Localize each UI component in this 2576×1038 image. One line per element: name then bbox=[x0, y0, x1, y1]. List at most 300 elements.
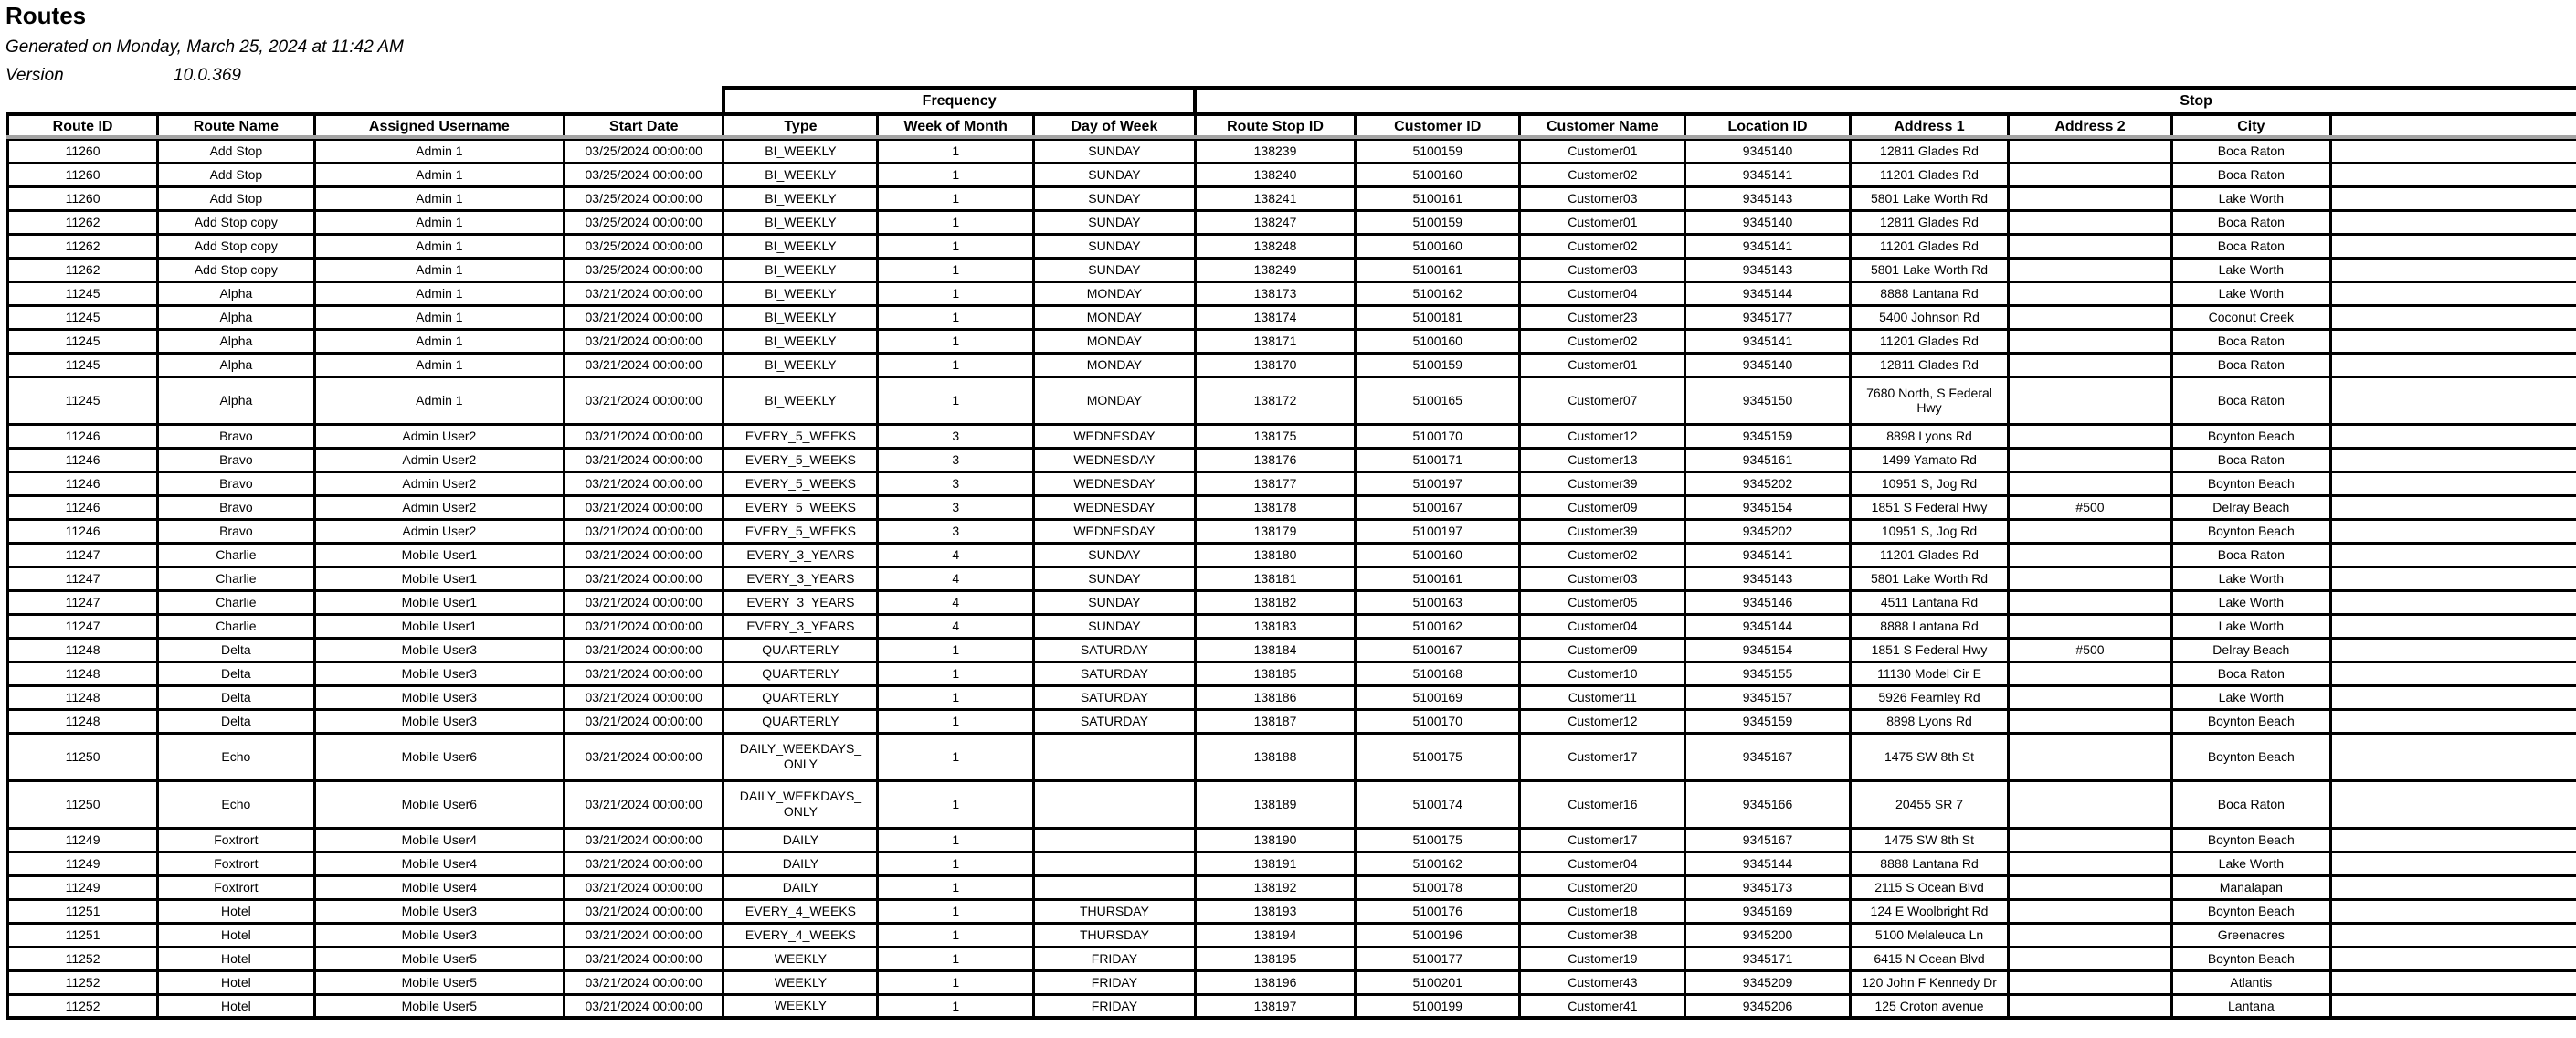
table-cell: Boynton Beach bbox=[2171, 471, 2331, 495]
table-cell: WEDNESDAY bbox=[1034, 471, 1196, 495]
table-cell: 11262 bbox=[8, 234, 158, 258]
table-cell: Admin User2 bbox=[314, 471, 564, 495]
table-cell: 9345202 bbox=[1685, 471, 1850, 495]
table-cell: Mobile User5 bbox=[314, 947, 564, 970]
table-cell: 11201 Glades Rd bbox=[1850, 163, 2009, 186]
table-cell: FRIDAY bbox=[1034, 947, 1196, 970]
table-cell: 11246 bbox=[8, 495, 158, 519]
table-cell bbox=[2009, 329, 2171, 353]
table-cell: 5100196 bbox=[1356, 923, 1520, 947]
table-row bbox=[8, 899, 2576, 923]
table-cell: 03/21/2024 00:00:00 bbox=[565, 875, 723, 899]
table-cell: 4511 Lantana Rd bbox=[1850, 590, 2009, 614]
table-cell: 5100178 bbox=[1356, 875, 1520, 899]
table-cell: BI_WEEKLY bbox=[723, 258, 878, 281]
table-cell: WEEKLY bbox=[723, 970, 878, 994]
table-cell: 1 bbox=[878, 828, 1034, 852]
table-cell: 138180 bbox=[1195, 543, 1355, 567]
table-cell: FRIDAY bbox=[1034, 994, 1196, 1018]
table-cell: 138170 bbox=[1195, 353, 1355, 376]
table-cell: BI_WEEKLY bbox=[723, 329, 878, 353]
table-cell: Lake Worth bbox=[2171, 281, 2331, 305]
table-cell: 4 bbox=[878, 543, 1034, 567]
table-cell: Foxtrort bbox=[158, 875, 314, 899]
table-cell: SUNDAY bbox=[1034, 210, 1196, 234]
table-cell: SUNDAY bbox=[1034, 590, 1196, 614]
table-cell bbox=[2331, 139, 2576, 163]
table-cell: 5100167 bbox=[1356, 638, 1520, 662]
table-cell: EVERY_5_WEEKS bbox=[723, 424, 878, 448]
table-cell bbox=[2331, 329, 2576, 353]
table-cell bbox=[2331, 186, 2576, 210]
table-cell: Coconut Creek bbox=[2171, 305, 2331, 329]
table-cell: Mobile User5 bbox=[314, 970, 564, 994]
table-cell bbox=[2009, 947, 2171, 970]
table-cell: 11250 bbox=[8, 733, 158, 780]
table-cell: 03/21/2024 00:00:00 bbox=[565, 733, 723, 780]
table-cell: 138196 bbox=[1195, 970, 1355, 994]
table-cell: Echo bbox=[158, 733, 314, 780]
table-cell bbox=[2331, 614, 2576, 638]
column-header-address-2: Address 2 bbox=[2009, 114, 2171, 139]
table-cell bbox=[2009, 567, 2171, 590]
table-cell: EVERY_5_WEEKS bbox=[723, 448, 878, 471]
table-cell bbox=[2009, 376, 2171, 424]
table-cell bbox=[2009, 614, 2171, 638]
table-row bbox=[8, 186, 2576, 210]
table-cell: Customer18 bbox=[1520, 899, 1685, 923]
table-cell: Mobile User4 bbox=[314, 875, 564, 899]
table-cell: 11252 bbox=[8, 970, 158, 994]
table-cell: SATURDAY bbox=[1034, 662, 1196, 685]
table-cell: Customer12 bbox=[1520, 424, 1685, 448]
table-cell: 138241 bbox=[1195, 186, 1355, 210]
table-cell: 9345154 bbox=[1685, 495, 1850, 519]
table-cell: 138248 bbox=[1195, 234, 1355, 258]
table-cell: Hotel bbox=[158, 994, 314, 1018]
table-cell: BI_WEEKLY bbox=[723, 353, 878, 376]
table-cell: Customer02 bbox=[1520, 329, 1685, 353]
table-cell: Alpha bbox=[158, 329, 314, 353]
table-cell: Admin User2 bbox=[314, 495, 564, 519]
table-cell: Customer04 bbox=[1520, 852, 1685, 875]
table-cell: Customer38 bbox=[1520, 923, 1685, 947]
table-cell: Mobile User1 bbox=[314, 590, 564, 614]
table-cell bbox=[2331, 305, 2576, 329]
table-cell: 03/21/2024 00:00:00 bbox=[565, 994, 723, 1018]
column-header-customer-name: Customer Name bbox=[1520, 114, 1685, 139]
table-cell: 5100181 bbox=[1356, 305, 1520, 329]
table-cell bbox=[2331, 828, 2576, 852]
table-cell: 11260 bbox=[8, 163, 158, 186]
table-cell: Add Stop copy bbox=[158, 258, 314, 281]
table-row bbox=[8, 163, 2576, 186]
table-cell: BI_WEEKLY bbox=[723, 234, 878, 258]
table-cell: Bravo bbox=[158, 448, 314, 471]
table-cell: Admin User2 bbox=[314, 519, 564, 543]
table-cell: 5100177 bbox=[1356, 947, 1520, 970]
table-cell bbox=[2009, 258, 2171, 281]
table-cell: 11249 bbox=[8, 852, 158, 875]
table-row bbox=[8, 875, 2576, 899]
table-row bbox=[8, 448, 2576, 471]
table-cell: 5100160 bbox=[1356, 234, 1520, 258]
table-cell: 1475 SW 8th St bbox=[1850, 733, 2009, 780]
table-cell bbox=[2331, 258, 2576, 281]
table-cell: 03/25/2024 00:00:00 bbox=[565, 234, 723, 258]
table-cell: 9345166 bbox=[1685, 780, 1850, 828]
table-cell: 1 bbox=[878, 947, 1034, 970]
table-cell: 1 bbox=[878, 923, 1034, 947]
table-cell: Alpha bbox=[158, 281, 314, 305]
table-cell: Boca Raton bbox=[2171, 543, 2331, 567]
table-cell: 5100161 bbox=[1356, 186, 1520, 210]
table-cell: 5100168 bbox=[1356, 662, 1520, 685]
table-cell: Customer39 bbox=[1520, 519, 1685, 543]
table-cell: 5100175 bbox=[1356, 828, 1520, 852]
table-cell: 1 bbox=[878, 994, 1034, 1018]
table-cell: DAILY_WEEKDAYS_ONLY bbox=[723, 780, 878, 828]
table-cell: 9345173 bbox=[1685, 875, 1850, 899]
table-cell: Hotel bbox=[158, 947, 314, 970]
table-cell bbox=[2009, 353, 2171, 376]
table-cell bbox=[2331, 662, 2576, 685]
table-cell: 11201 Glades Rd bbox=[1850, 543, 2009, 567]
table-cell: Lake Worth bbox=[2171, 186, 2331, 210]
table-cell: 5100161 bbox=[1356, 567, 1520, 590]
table-cell: 9345141 bbox=[1685, 163, 1850, 186]
table-cell: Boca Raton bbox=[2171, 210, 2331, 234]
table-cell: 5100160 bbox=[1356, 163, 1520, 186]
table-cell: 9345140 bbox=[1685, 139, 1850, 163]
table-cell: Boynton Beach bbox=[2171, 828, 2331, 852]
table-cell: 3 bbox=[878, 424, 1034, 448]
table-cell: 03/21/2024 00:00:00 bbox=[565, 519, 723, 543]
table-cell: Customer04 bbox=[1520, 281, 1685, 305]
table-cell: 11245 bbox=[8, 353, 158, 376]
table-cell bbox=[2331, 281, 2576, 305]
table-cell: 5100161 bbox=[1356, 258, 1520, 281]
table-cell bbox=[2331, 471, 2576, 495]
table-cell bbox=[2009, 590, 2171, 614]
table-cell bbox=[2331, 210, 2576, 234]
table-cell: Greenacres bbox=[2171, 923, 2331, 947]
table-cell: 11249 bbox=[8, 828, 158, 852]
table-cell: Admin 1 bbox=[314, 234, 564, 258]
table-cell: 12811 Glades Rd bbox=[1850, 210, 2009, 234]
table-cell: 4 bbox=[878, 614, 1034, 638]
table-cell: 138177 bbox=[1195, 471, 1355, 495]
table-cell: 138187 bbox=[1195, 709, 1355, 733]
table-row bbox=[8, 733, 2576, 780]
table-cell bbox=[2331, 733, 2576, 780]
table-cell bbox=[2331, 852, 2576, 875]
table-cell: Bravo bbox=[158, 471, 314, 495]
table-cell: 5400 Johnson Rd bbox=[1850, 305, 2009, 329]
table-cell: 03/21/2024 00:00:00 bbox=[565, 543, 723, 567]
table-cell: WEDNESDAY bbox=[1034, 519, 1196, 543]
table-cell: Hotel bbox=[158, 923, 314, 947]
column-header-start-date: Start Date bbox=[565, 114, 723, 139]
table-cell: Mobile User3 bbox=[314, 899, 564, 923]
table-row bbox=[8, 852, 2576, 875]
table-cell: 03/21/2024 00:00:00 bbox=[565, 828, 723, 852]
table-cell: 5100160 bbox=[1356, 543, 1520, 567]
table-cell: 10951 S, Jog Rd bbox=[1850, 519, 2009, 543]
table-cell: 5100197 bbox=[1356, 471, 1520, 495]
table-cell: 138171 bbox=[1195, 329, 1355, 353]
version-value: 10.0.369 bbox=[174, 66, 241, 86]
table-cell bbox=[2331, 923, 2576, 947]
table-row bbox=[8, 353, 2576, 376]
version-row bbox=[5, 66, 404, 86]
table-row bbox=[8, 424, 2576, 448]
table-cell: Customer16 bbox=[1520, 780, 1685, 828]
table-cell: Customer10 bbox=[1520, 662, 1685, 685]
table-cell: 5100 Melaleuca Ln bbox=[1850, 923, 2009, 947]
table-cell: Customer02 bbox=[1520, 163, 1685, 186]
table-cell: 1475 SW 8th St bbox=[1850, 828, 2009, 852]
table-cell: Delta bbox=[158, 709, 314, 733]
table-row bbox=[8, 519, 2576, 543]
table-cell: Add Stop bbox=[158, 163, 314, 186]
table-cell: THURSDAY bbox=[1034, 923, 1196, 947]
table-cell: 1 bbox=[878, 662, 1034, 685]
table-cell: WEDNESDAY bbox=[1034, 495, 1196, 519]
table-cell: Lake Worth bbox=[2171, 258, 2331, 281]
table-cell bbox=[2331, 875, 2576, 899]
table-cell: Charlie bbox=[158, 567, 314, 590]
table-cell: Echo bbox=[158, 780, 314, 828]
table-cell: Boynton Beach bbox=[2171, 424, 2331, 448]
table-cell bbox=[2009, 234, 2171, 258]
table-row bbox=[8, 567, 2576, 590]
table-cell: 03/21/2024 00:00:00 bbox=[565, 495, 723, 519]
table-cell: 03/25/2024 00:00:00 bbox=[565, 139, 723, 163]
table-cell: Mobile User3 bbox=[314, 923, 564, 947]
table-cell: 138239 bbox=[1195, 139, 1355, 163]
table-cell: 8898 Lyons Rd bbox=[1850, 709, 2009, 733]
table-cell: BI_WEEKLY bbox=[723, 186, 878, 210]
table-cell: QUARTERLY bbox=[723, 709, 878, 733]
table-cell: 9345161 bbox=[1685, 448, 1850, 471]
table-cell bbox=[2009, 852, 2171, 875]
table-cell: 03/21/2024 00:00:00 bbox=[565, 780, 723, 828]
table-cell: 5100170 bbox=[1356, 424, 1520, 448]
table-cell: 138249 bbox=[1195, 258, 1355, 281]
table-cell: 5100165 bbox=[1356, 376, 1520, 424]
table-cell: Delta bbox=[158, 685, 314, 709]
column-header-city: City bbox=[2171, 114, 2331, 139]
table-cell bbox=[2331, 780, 2576, 828]
table-cell: 1 bbox=[878, 780, 1034, 828]
table-cell: 120 John F Kennedy Dr bbox=[1850, 970, 2009, 994]
table-cell: 5100175 bbox=[1356, 733, 1520, 780]
table-cell: Boca Raton bbox=[2171, 448, 2331, 471]
table-cell: MONDAY bbox=[1034, 376, 1196, 424]
table-cell bbox=[1034, 733, 1196, 780]
table-cell: Mobile User4 bbox=[314, 828, 564, 852]
table-cell: SUNDAY bbox=[1034, 614, 1196, 638]
table-cell: QUARTERLY bbox=[723, 638, 878, 662]
table-cell: 11262 bbox=[8, 210, 158, 234]
table-cell: EVERY_3_YEARS bbox=[723, 543, 878, 567]
table-cell: Bravo bbox=[158, 519, 314, 543]
table-cell: 9345155 bbox=[1685, 662, 1850, 685]
table-row bbox=[8, 234, 2576, 258]
table-cell: Lake Worth bbox=[2171, 852, 2331, 875]
table-cell: 20455 SR 7 bbox=[1850, 780, 2009, 828]
column-header-customer-id: Customer ID bbox=[1356, 114, 1520, 139]
table-cell: 138174 bbox=[1195, 305, 1355, 329]
table-cell: 9345141 bbox=[1685, 234, 1850, 258]
table-cell: Admin 1 bbox=[314, 163, 564, 186]
table-cell: 11262 bbox=[8, 258, 158, 281]
table-cell: Alpha bbox=[158, 353, 314, 376]
table-cell: Boca Raton bbox=[2171, 353, 2331, 376]
routes-table-container bbox=[6, 86, 2576, 1020]
table-cell: 03/25/2024 00:00:00 bbox=[565, 258, 723, 281]
table-cell: 1 bbox=[878, 258, 1034, 281]
table-cell: Customer01 bbox=[1520, 353, 1685, 376]
table-cell: Customer09 bbox=[1520, 495, 1685, 519]
table-cell: Customer11 bbox=[1520, 685, 1685, 709]
table-cell: 03/21/2024 00:00:00 bbox=[565, 899, 723, 923]
table-cell: Alpha bbox=[158, 305, 314, 329]
table-cell: 138176 bbox=[1195, 448, 1355, 471]
table-cell: SUNDAY bbox=[1034, 139, 1196, 163]
table-cell: 03/21/2024 00:00:00 bbox=[565, 590, 723, 614]
table-cell: 11246 bbox=[8, 471, 158, 495]
table-cell: 1 bbox=[878, 281, 1034, 305]
table-cell: SUNDAY bbox=[1034, 186, 1196, 210]
table-cell: 138194 bbox=[1195, 923, 1355, 947]
table-cell: 1 bbox=[878, 376, 1034, 424]
table-cell bbox=[2331, 163, 2576, 186]
table-cell: 9345143 bbox=[1685, 567, 1850, 590]
table-cell: SATURDAY bbox=[1034, 638, 1196, 662]
table-cell: 4 bbox=[878, 590, 1034, 614]
table-cell: Customer09 bbox=[1520, 638, 1685, 662]
table-cell: SUNDAY bbox=[1034, 543, 1196, 567]
table-cell: 1 bbox=[878, 852, 1034, 875]
table-cell: 9345150 bbox=[1685, 376, 1850, 424]
table-cell: #500 bbox=[2009, 495, 2171, 519]
table-cell: 11251 bbox=[8, 899, 158, 923]
table-cell: Delta bbox=[158, 638, 314, 662]
table-cell: 138240 bbox=[1195, 163, 1355, 186]
table-cell bbox=[2009, 970, 2171, 994]
table-cell: #500 bbox=[2009, 638, 2171, 662]
page-title: Routes bbox=[5, 2, 87, 29]
table-cell: 5801 Lake Worth Rd bbox=[1850, 258, 2009, 281]
table-cell bbox=[2009, 519, 2171, 543]
table-cell: 11201 Glades Rd bbox=[1850, 234, 2009, 258]
header-shadow-line bbox=[6, 135, 2576, 139]
table-cell: 03/21/2024 00:00:00 bbox=[565, 281, 723, 305]
table-cell: 11245 bbox=[8, 281, 158, 305]
table-cell: 9345140 bbox=[1685, 210, 1850, 234]
table-cell: WEEKLY bbox=[723, 994, 878, 1018]
table-cell: 138179 bbox=[1195, 519, 1355, 543]
table-cell: 1 bbox=[878, 353, 1034, 376]
table-cell: Admin 1 bbox=[314, 376, 564, 424]
table-cell bbox=[2009, 424, 2171, 448]
table-cell: 9345159 bbox=[1685, 709, 1850, 733]
table-cell: DAILY bbox=[723, 828, 878, 852]
table-cell: Boynton Beach bbox=[2171, 709, 2331, 733]
table-cell: 138188 bbox=[1195, 733, 1355, 780]
table-cell: Boynton Beach bbox=[2171, 733, 2331, 780]
table-cell: 3 bbox=[878, 448, 1034, 471]
table-cell: Customer17 bbox=[1520, 733, 1685, 780]
table-cell: 5100159 bbox=[1356, 353, 1520, 376]
table-cell: 5801 Lake Worth Rd bbox=[1850, 567, 2009, 590]
column-header-assigned-username: Assigned Username bbox=[314, 114, 564, 139]
table-cell bbox=[2009, 186, 2171, 210]
table-cell: Admin 1 bbox=[314, 353, 564, 376]
table-cell: 03/21/2024 00:00:00 bbox=[565, 353, 723, 376]
table-row bbox=[8, 543, 2576, 567]
table-cell: WEDNESDAY bbox=[1034, 448, 1196, 471]
table-cell: 9345167 bbox=[1685, 733, 1850, 780]
table-cell: BI_WEEKLY bbox=[723, 376, 878, 424]
table-cell: 03/21/2024 00:00:00 bbox=[565, 852, 723, 875]
table-cell bbox=[2009, 875, 2171, 899]
table-cell: 11246 bbox=[8, 519, 158, 543]
table-cell: EVERY_5_WEEKS bbox=[723, 471, 878, 495]
table-cell: 03/21/2024 00:00:00 bbox=[565, 970, 723, 994]
table-cell: Customer03 bbox=[1520, 567, 1685, 590]
table-cell: MONDAY bbox=[1034, 329, 1196, 353]
table-cell bbox=[2009, 662, 2171, 685]
column-header-route-stop-id: Route Stop ID bbox=[1195, 114, 1355, 139]
table-cell bbox=[2009, 923, 2171, 947]
table-cell bbox=[2009, 281, 2171, 305]
table-cell: 1851 S Federal Hwy bbox=[1850, 495, 2009, 519]
table-cell: 1 bbox=[878, 875, 1034, 899]
table-cell: EVERY_4_WEEKS bbox=[723, 923, 878, 947]
table-cell: 12811 Glades Rd bbox=[1850, 139, 2009, 163]
table-row bbox=[8, 210, 2576, 234]
table-cell: 138184 bbox=[1195, 638, 1355, 662]
table-cell: SUNDAY bbox=[1034, 258, 1196, 281]
table-cell bbox=[2331, 376, 2576, 424]
table-cell: 03/21/2024 00:00:00 bbox=[565, 923, 723, 947]
table-cell: 5100160 bbox=[1356, 329, 1520, 353]
table-cell: 1 bbox=[878, 685, 1034, 709]
table-cell bbox=[2331, 424, 2576, 448]
table-cell bbox=[2331, 638, 2576, 662]
table-cell: Customer43 bbox=[1520, 970, 1685, 994]
table-cell: 03/21/2024 00:00:00 bbox=[565, 947, 723, 970]
table-cell bbox=[2331, 495, 2576, 519]
table-cell: 5100163 bbox=[1356, 590, 1520, 614]
table-cell: Admin User2 bbox=[314, 448, 564, 471]
table-cell bbox=[2009, 899, 2171, 923]
table-cell: 9345154 bbox=[1685, 638, 1850, 662]
table-cell: SATURDAY bbox=[1034, 709, 1196, 733]
table-cell: 1 bbox=[878, 329, 1034, 353]
table-cell: 124 E Woolbright Rd bbox=[1850, 899, 2009, 923]
table-cell: Bravo bbox=[158, 495, 314, 519]
table-cell: Mobile User6 bbox=[314, 780, 564, 828]
table-cell: Customer17 bbox=[1520, 828, 1685, 852]
table-cell bbox=[2009, 163, 2171, 186]
table-cell: 5100159 bbox=[1356, 139, 1520, 163]
table-cell: 138183 bbox=[1195, 614, 1355, 638]
table-cell: 138190 bbox=[1195, 828, 1355, 852]
